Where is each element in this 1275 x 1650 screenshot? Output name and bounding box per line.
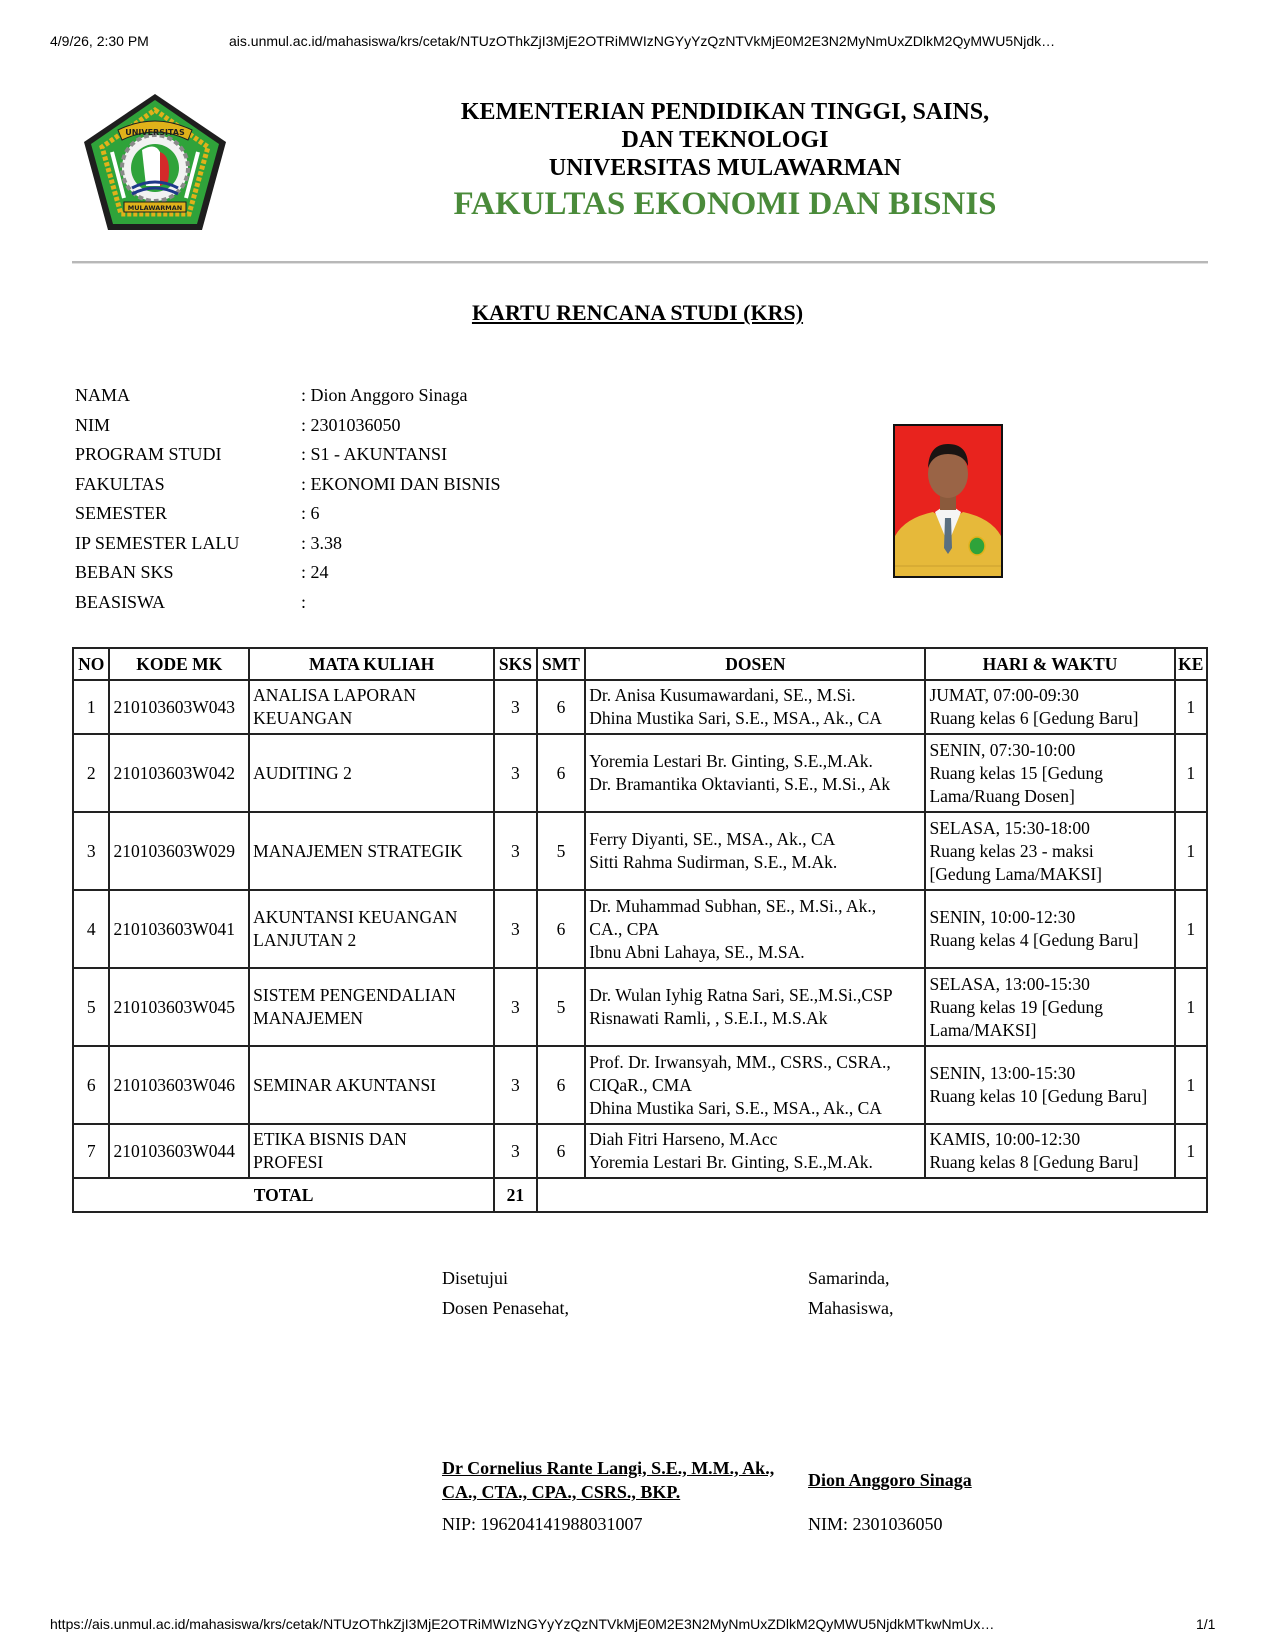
cell-ke: 1 [1175, 812, 1207, 890]
cell-sks: 3 [494, 680, 537, 734]
col-header-sks: SKS [494, 648, 537, 680]
table-total-row [73, 1178, 1207, 1212]
col-header-dosen: DOSEN [585, 648, 925, 680]
advisor-nip: NIP: 196204141988031007 [442, 1514, 643, 1534]
col-header-ke: KE [1175, 648, 1207, 680]
cell-sks: 3 [494, 734, 537, 812]
krs-table [72, 647, 1208, 1213]
cell-smt: 6 [537, 734, 586, 812]
page-number: 1/1 [1196, 1616, 1216, 1632]
col-header-kode-mk: KODE MK [109, 648, 249, 680]
waktu-line: Lama/Ruang Dosen] [929, 785, 1075, 806]
waktu-line: Ruang kelas 8 [Gedung Baru] [929, 1152, 1139, 1172]
cell-hari-waktu [925, 734, 1174, 812]
cell-hari-waktu [925, 1046, 1174, 1124]
total-empty [537, 1178, 1207, 1212]
mk-line: AUDITING 2 [253, 762, 352, 783]
dosen-line: CIQaR., CMA [589, 1074, 692, 1095]
cell-no: 3 [73, 812, 109, 890]
info-label: NIM [75, 414, 110, 435]
info-label: PROGRAM STUDI [75, 444, 222, 464]
info-row-semester [75, 501, 501, 531]
waktu-line: SENIN, 07:30-10:00 [929, 739, 1076, 760]
dosen-line: Ferry Diyanti, SE., MSA., Ak., CA [589, 829, 836, 849]
info-label: FAKULTAS [75, 473, 165, 494]
dosen-line: Diah Fitri Harseno, M.Acc [589, 1129, 778, 1149]
cell-smt: 6 [537, 1046, 586, 1124]
table-row [73, 812, 1207, 890]
cell-smt: 6 [537, 680, 586, 734]
total-label: TOTAL [73, 1178, 494, 1212]
table-row [73, 890, 1207, 968]
mk-line: ANALISA LAPORAN [253, 685, 417, 705]
info-label: BEASISWA [75, 591, 166, 612]
ministry-line-2: DAN TEKNOLOGI [621, 127, 829, 153]
print-datetime: 4/9/26, 2:30 PM [50, 33, 149, 49]
header-divider [72, 261, 1208, 264]
student-info [75, 383, 501, 619]
cell-kode-mk: 210103603W043 [109, 680, 249, 734]
total-sks: 21 [494, 1178, 537, 1212]
cell-ke: 1 [1175, 890, 1207, 968]
letterhead [380, 98, 1070, 224]
cell-dosen [585, 1124, 925, 1178]
col-header-no: NO [73, 648, 109, 680]
info-row-beasiswa [75, 590, 501, 620]
cell-mata-kuliah [249, 890, 494, 968]
mk-line: MANAJEMEN STRATEGIK [253, 840, 463, 861]
cell-no: 1 [73, 680, 109, 734]
signature-space [442, 1326, 792, 1456]
logo-text-top: UNIVERSITAS [125, 128, 185, 137]
cell-kode-mk: 210103603W029 [109, 812, 249, 890]
mk-line: ETIKA BISNIS DAN [253, 1129, 407, 1149]
cell-no: 4 [73, 890, 109, 968]
cell-mata-kuliah [249, 734, 494, 812]
cell-mata-kuliah [249, 968, 494, 1046]
cell-kode-mk: 210103603W045 [109, 968, 249, 1046]
cell-ke: 1 [1175, 968, 1207, 1046]
dosen-line: Dr. Anisa Kusumawardani, SE., M.Si. [589, 685, 856, 705]
info-label: IP SEMESTER LALU [75, 532, 240, 553]
student-signature-name: Dion Anggoro Sinaga [808, 1470, 972, 1490]
cell-smt: 6 [537, 1124, 586, 1178]
info-row-program-studi [75, 442, 501, 472]
cell-no: 7 [73, 1124, 109, 1178]
cell-smt: 5 [537, 968, 586, 1046]
logo-text-bottom: MULAWARMAN [127, 204, 183, 212]
dosen-line: Dr. Wulan Iyhig Ratna Sari, SE.,M.Si.,CSP [589, 985, 893, 1005]
signature-advisor [442, 1266, 792, 1542]
cell-hari-waktu [925, 890, 1174, 968]
mk-line: AKUNTANSI KEUANGAN [253, 907, 458, 927]
cell-kode-mk: 210103603W044 [109, 1124, 249, 1178]
info-row-beban-sks [75, 560, 501, 590]
signature-space [808, 1326, 1128, 1468]
info-value: : 2301036050 [301, 414, 401, 435]
ministry-line-1: KEMENTERIAN PENDIDIKAN TINGGI, SAINS, [460, 99, 990, 125]
dosen-line: Yoremia Lestari Br. Ginting, S.E.,M.Ak. [589, 1152, 873, 1172]
info-row-nim [75, 413, 501, 443]
cell-kode-mk: 210103603W042 [109, 734, 249, 812]
waktu-line: KAMIS, 10:00-12:30 [929, 1129, 1081, 1149]
advisor-role: Dosen Penasehat, [442, 1298, 569, 1318]
university-logo-icon [80, 90, 230, 238]
student-nim: NIM: 2301036050 [808, 1514, 943, 1534]
print-url: ais.unmul.ac.id/mahasiswa/krs/cetak/NTUzOThkZjI3MjE2OTRiMWIzNGYyYzQzNTVkMjE0M2E3N2MyNmUxZDlkM2QyMWU5Njdk… [229, 33, 1056, 49]
print-footer-url: https://ais.unmul.ac.id/mahasiswa/krs/cetak/NTUzOThkZjI3MjE2OTRiMWIzNGYyYzQzNTVkMjE0M2E3N2MyNmUxZDlkM2QyMWU5NjdkMTkwNmUx… [50, 1616, 995, 1632]
cell-dosen [585, 734, 925, 812]
dosen-line: CA., CPA [589, 918, 660, 939]
mk-line: LANJUTAN 2 [253, 930, 357, 950]
info-value: : 3.38 [301, 532, 343, 553]
cell-ke: 1 [1175, 680, 1207, 734]
faculty-name: FAKULTAS EKONOMI DAN BISNIS [453, 186, 997, 222]
dosen-line: Dr. Bramantika Oktavianti, S.E., M.Si., Ak [589, 774, 891, 794]
table-row [73, 1124, 1207, 1178]
cell-hari-waktu [925, 1124, 1174, 1178]
cell-mata-kuliah [249, 1124, 494, 1178]
cell-kode-mk: 210103603W041 [109, 890, 249, 968]
cell-kode-mk: 210103603W046 [109, 1046, 249, 1124]
university-name: UNIVERSITAS MULAWARMAN [548, 155, 902, 181]
waktu-line: JUMAT, 07:00-09:30 [929, 685, 1079, 705]
table-row [73, 1046, 1207, 1124]
cell-ke: 1 [1175, 1124, 1207, 1178]
waktu-line: Ruang kelas 4 [Gedung Baru] [929, 930, 1139, 950]
cell-sks: 3 [494, 812, 537, 890]
info-value: : Dion Anggoro Sinaga [301, 385, 468, 405]
cell-ke: 1 [1175, 734, 1207, 812]
dosen-line: Ibnu Abni Lahaya, SE., M.SA. [589, 941, 805, 962]
info-value: : EKONOMI DAN BISNIS [301, 473, 501, 494]
cell-dosen [585, 1046, 925, 1124]
waktu-line: Ruang kelas 23 - maksi [929, 840, 1094, 861]
dosen-line: Yoremia Lestari Br. Ginting, S.E.,M.Ak. [589, 751, 873, 771]
cell-mata-kuliah [249, 680, 494, 734]
waktu-line: Ruang kelas 15 [Gedung [929, 762, 1103, 783]
waktu-line: Ruang kelas 6 [Gedung Baru] [929, 708, 1139, 728]
waktu-line: Ruang kelas 19 [Gedung [929, 996, 1103, 1017]
info-label: SEMESTER [75, 503, 168, 523]
signature-student [808, 1266, 1128, 1542]
info-row-ip-semester-lalu [75, 531, 501, 561]
dosen-line: Sitti Rahma Sudirman, S.E., M.Ak. [589, 852, 838, 872]
cell-dosen [585, 890, 925, 968]
info-value: : 6 [301, 503, 320, 523]
cell-hari-waktu [925, 968, 1174, 1046]
dosen-line: Dhina Mustika Sari, S.E., MSA., Ak., CA [589, 708, 882, 728]
cell-sks: 3 [494, 890, 537, 968]
cell-sks: 3 [494, 1124, 537, 1178]
table-row [73, 734, 1207, 812]
advisor-name-line-2: CA., CTA., CPA., CSRS., BKP. [442, 1482, 681, 1502]
approval-label: Disetujui [442, 1268, 508, 1288]
info-label: NAMA [75, 385, 131, 405]
mk-line: MANAJEMEN [253, 1008, 364, 1028]
waktu-line: [Gedung Lama/MAKSI] [929, 863, 1102, 884]
cell-sks: 3 [494, 968, 537, 1046]
cell-ke: 1 [1175, 1046, 1207, 1124]
waktu-line: SELASA, 15:30-18:00 [929, 817, 1090, 838]
advisor-name-line-1: Dr Cornelius Rante Langi, S.E., M.M., Ak., [442, 1458, 775, 1478]
cell-hari-waktu [925, 812, 1174, 890]
dosen-line: Dr. Muhammad Subhan, SE., M.Si., Ak., [589, 895, 877, 916]
info-value: : [301, 591, 307, 612]
dosen-line: Prof. Dr. Irwansyah, MM., CSRS., CSRA., [589, 1051, 891, 1072]
mk-line: PROFESI [253, 1152, 324, 1172]
cell-dosen [585, 680, 925, 734]
waktu-line: SENIN, 10:00-12:30 [929, 907, 1076, 927]
info-value: : 24 [301, 562, 329, 582]
cell-no: 6 [73, 1046, 109, 1124]
table-row [73, 680, 1207, 734]
dosen-line: Dhina Mustika Sari, S.E., MSA., Ak., CA [589, 1097, 882, 1118]
waktu-line: Lama/MAKSI] [929, 1019, 1037, 1040]
cell-mata-kuliah [249, 812, 494, 890]
mk-line: SEMINAR AKUNTANSI [253, 1074, 437, 1095]
table-row [73, 968, 1207, 1046]
cell-smt: 5 [537, 812, 586, 890]
col-header-smt: SMT [537, 648, 586, 680]
student-role: Mahasiswa, [808, 1298, 894, 1318]
table-header-row [73, 648, 1207, 680]
info-row-nama [75, 383, 501, 413]
info-label: BEBAN SKS [75, 562, 174, 582]
cell-no: 2 [73, 734, 109, 812]
waktu-line: SENIN, 13:00-15:30 [929, 1063, 1076, 1083]
student-photo-icon [893, 424, 1003, 578]
cell-dosen [585, 812, 925, 890]
col-header-hari-waktu: HARI & WAKTU [925, 648, 1174, 680]
col-header-mata-kuliah: MATA KULIAH [249, 648, 494, 680]
cell-smt: 6 [537, 890, 586, 968]
cell-mata-kuliah [249, 1046, 494, 1124]
cell-dosen [585, 968, 925, 1046]
waktu-line: SELASA, 13:00-15:30 [929, 973, 1090, 994]
cell-no: 5 [73, 968, 109, 1046]
cell-hari-waktu [925, 680, 1174, 734]
dosen-line: Risnawati Ramli, , S.E.I., M.S.Ak [589, 1008, 828, 1028]
info-row-fakultas [75, 472, 501, 502]
waktu-line: Ruang kelas 10 [Gedung Baru] [929, 1086, 1148, 1106]
place-label: Samarinda, [808, 1268, 890, 1288]
cell-sks: 3 [494, 1046, 537, 1124]
mk-line: KEUANGAN [253, 708, 353, 728]
mk-line: SISTEM PENGENDALIAN [253, 985, 456, 1005]
info-value: : S1 - AKUNTANSI [301, 444, 448, 464]
page-title: KARTU RENCANA STUDI (KRS) [471, 300, 804, 325]
